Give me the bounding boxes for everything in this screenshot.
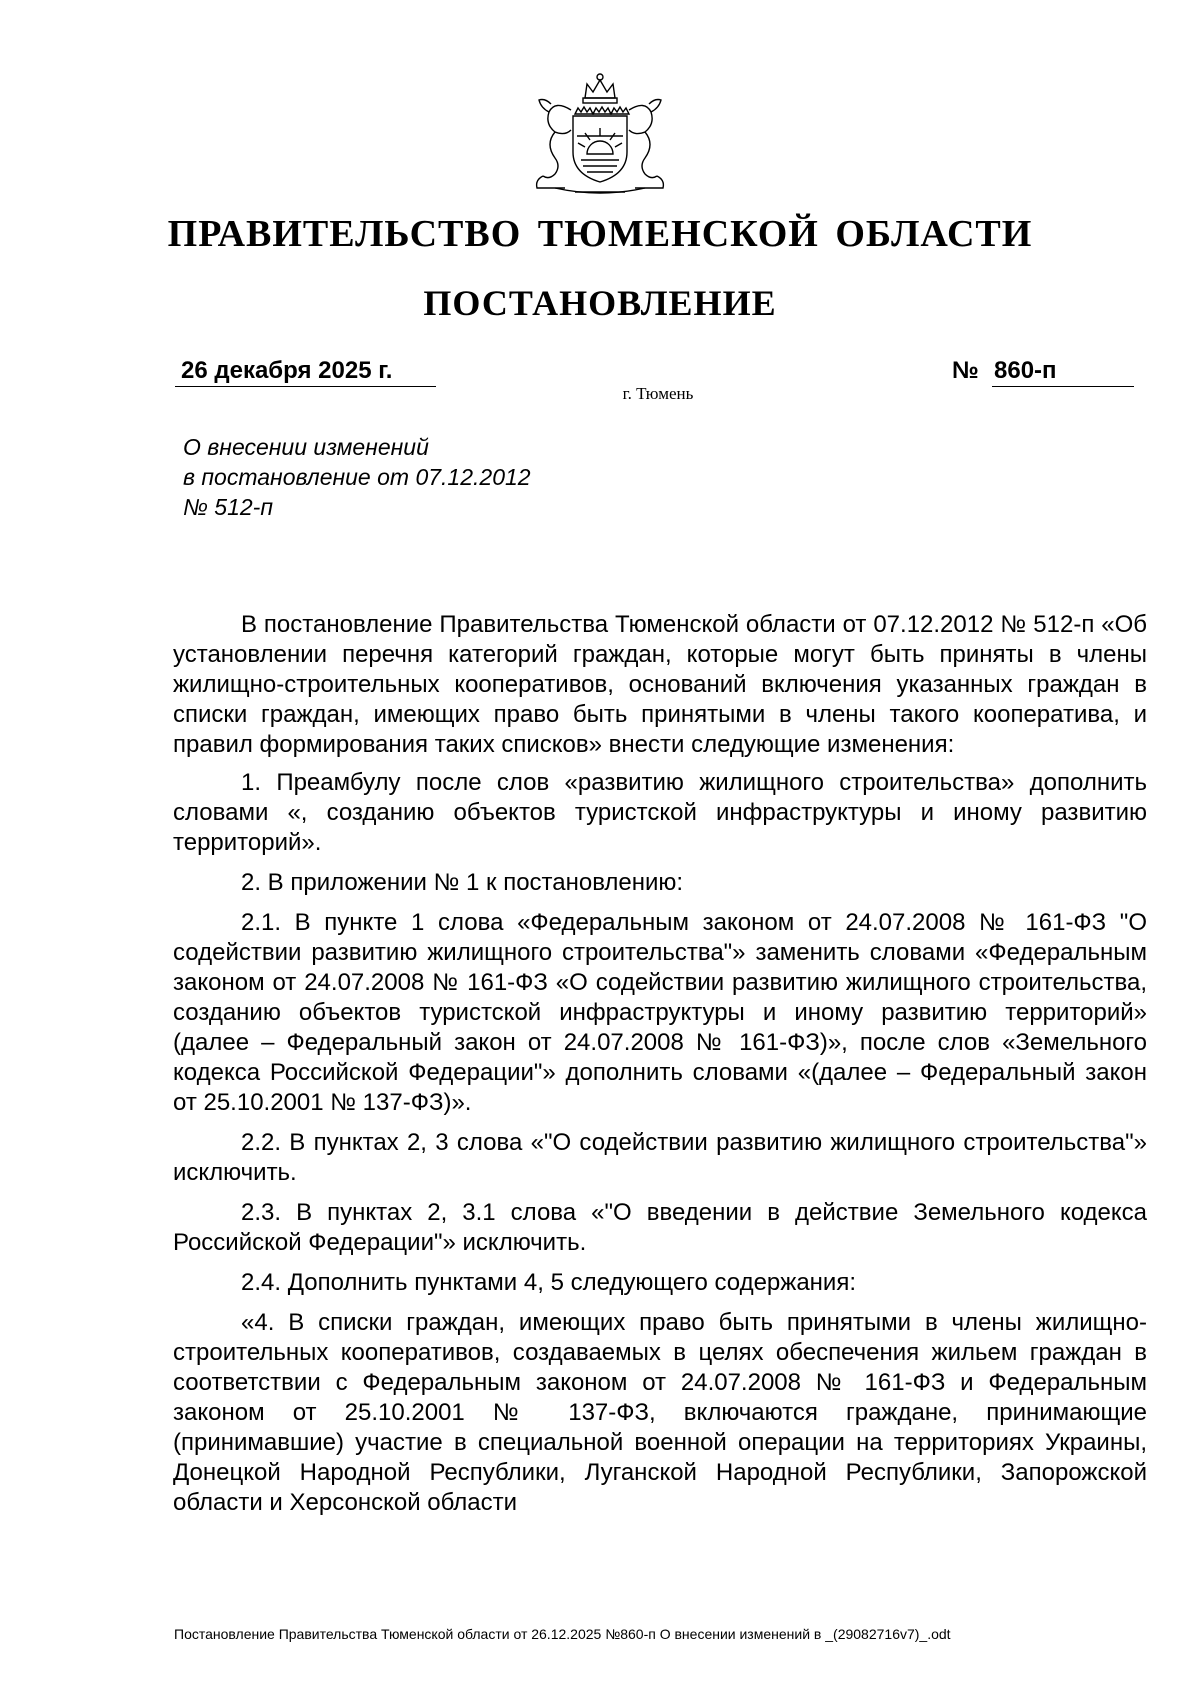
document-body <box>173 610 1147 1528</box>
number-sign: № <box>952 357 979 384</box>
document-number: 860-п <box>992 356 1134 387</box>
body-paragraph: В постановление Правительства Тюменской области от 07.12.2012 № 512-п «Об установлении перечня категорий граждан, которые могут быть приняты в члены жилищно-строительных кооперативов, оснований включения указанных граждан в списки граждан, имеющих право быть принятыми в члены такого кооператива, и правил формирования таких списков» внести следующие изменения: <box>173 611 1147 758</box>
organization-title: ПРАВИТЕЛЬСТВО ТЮМЕНСКОЙ ОБЛАСТИ <box>167 213 1033 255</box>
document-type: ПОСТАНОВЛЕНИЕ <box>423 283 777 323</box>
body-paragraph: 2.3. В пунктах 2, 3.1 слова «"О введении в действие Земельного кодекса Российской Федерации"» исключить. <box>173 1199 1147 1256</box>
page-footer: Постановление Правительства Тюменской области от 26.12.2025 №860-п О внесении изменений в _(29082716v7)_.odt <box>174 1626 951 1642</box>
body-paragraph: 2. В приложении № 1 к постановлению: <box>241 869 684 896</box>
body-paragraph: 2.2. В пунктах 2, 3 слова «"О содействии развитию жилищного строительства"» исключить. <box>173 1129 1147 1186</box>
document-subject <box>183 432 703 522</box>
document-number-field <box>952 356 1134 387</box>
coat-of-arms-emblem <box>515 70 685 200</box>
body-paragraph: 1. Преамбулу после слов «развитию жилищного строительства» дополнить словами «, созданию объектов туристской инфраструктуры и иному развитию территорий». <box>173 769 1147 856</box>
document-date: 26 декабря 2025 г. <box>175 356 436 387</box>
subject-line: в постановление от 07.12.2012 <box>183 464 531 490</box>
subject-line: О внесении изменений <box>183 434 429 460</box>
body-paragraph: 2.4. Дополнить пунктами 4, 5 следующего содержания: <box>241 1269 856 1296</box>
body-paragraph: «4. В списки граждан, имеющих право быть принятыми в члены жилищно-строительных кооперативов, создаваемых в целях обеспечения жильем граждан в соответствии с Федеральным законом от 24.07.2008 № 161-ФЗ и Федеральным законом от 25.10.2001 № 137-ФЗ, включаются граждане, принимающие (принимавшие) участие в специальной военной операции на территориях Украины, Донецкой Народной Республики, Луганской Народной Республики, Запорожской области и Херсонской области <box>173 1309 1147 1516</box>
document-city: г. Тюмень <box>622 384 694 403</box>
body-paragraph: 2.1. В пункте 1 слова «Федеральным законом от 24.07.2008 № 161-ФЗ "О содействии развитию жилищного строительства"» заменить словами «Федеральным законом от 24.07.2008 № 161-ФЗ «О содействии развитию жилищного строительства, созданию объектов туристской инфраструктуры и иному развитию территорий» (далее – Федеральный закон от 24.07.2008 № 161-ФЗ)», после слов «Земельного кодекса Российской Федерации"» дополнить словами «(далее – Федеральный закон от 25.10.2001 № 137-ФЗ)». <box>173 909 1147 1116</box>
subject-line: № 512-п <box>183 494 273 520</box>
